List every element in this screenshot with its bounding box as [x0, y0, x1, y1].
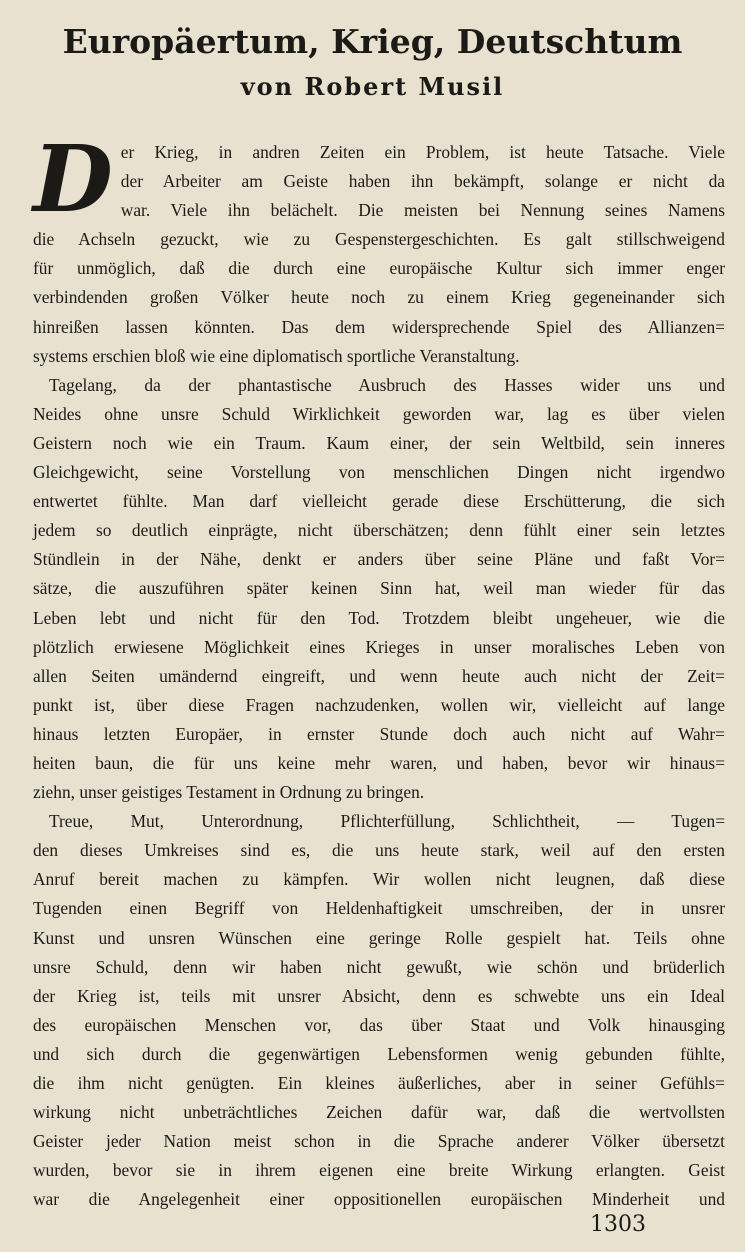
text-line: systems erschien bloß wie eine diplomatisch sportliche Veranstaltung. [33, 345, 520, 366]
text-line: Tagelang, da der phantastische Ausbruch des Hasses wider uns und [49, 374, 725, 395]
text-line: Neides ohne unsre Schuld Wirklichkeit geworden war, lag es über vielen [33, 403, 725, 424]
text-line: die Achseln gezuckt, wie zu Gespenstergeschichten. Es galt stillschweigend [33, 229, 725, 250]
paragraph-2 [33, 371, 725, 807]
text-line: unsre Schuld, denn wir haben nicht gewußt, wie schön und brüderlich [33, 956, 725, 977]
text-line: war die Angelegenheit einer oppositionellen europäischen Minderheit und [33, 1189, 725, 1210]
author-byline: von Robert Musil [240, 72, 505, 101]
text-line: Treue, Mut, Unterordnung, Pflichterfüllung, Schlichtheit, — Tugen= [49, 811, 725, 832]
text-line: der Arbeiter am Geiste haben ihn bekämpft, solange er nicht da [120, 171, 725, 192]
text-line: für unmöglich, daß die durch eine europäische Kultur sich immer enger [33, 258, 725, 279]
text-line: heiten baun, die für uns keine mehr waren, und haben, bevor wir hinaus= [33, 752, 725, 773]
text-line: den dieses Umkreises sind es, die uns heute stark, weil auf den ersten [33, 840, 725, 861]
text-line: Gleichgewicht, seine Vorstellung von menschlichen Dingen nicht irgendwo [33, 462, 725, 483]
text-line: wurden, bevor sie in ihrem eigenen eine breite Wirkung erlangten. Geist [33, 1160, 725, 1181]
text-line: punkt ist, über diese Fragen nachzudenken, wollen wir, vielleicht auf lange [33, 694, 725, 715]
text-line: Anruf bereit machen zu kämpfen. Wir wollen nicht leugnen, daß diese [33, 869, 725, 890]
text-line: entwertet fühlte. Man darf vielleicht gerade diese Erschütterung, die sich [33, 491, 725, 512]
text-line: Geistern noch wie ein Traum. Kaum einer, der sein Weltbild, sein inneres [33, 432, 725, 453]
text-line: die ihm nicht genügten. Ein kleines äußerliches, aber in seiner Gefühls= [33, 1073, 725, 1093]
article-body [33, 125, 725, 1214]
drop-cap: D [33, 125, 113, 233]
page-number: 1303 [590, 1212, 646, 1237]
text-line: Stündlein in der Nähe, denkt er anders über seine Pläne und faßt Vor= [33, 549, 725, 570]
text-line: allen Seiten umändernd eingreift, und wenn heute auch nicht der Zeit= [33, 665, 725, 686]
text-line: plötzlich erwiesene Möglichkeit eines Krieges in unser moralisches Leben von [33, 636, 725, 657]
text-line: wirkung nicht unbeträchtliches Zeichen dafür war, daß die wertvollsten [33, 1102, 725, 1123]
text-line: Tugenden einen Begriff von Heldenhaftigkeit umschreiben, der in unsrer [33, 898, 725, 919]
text-line: jedem so deutlich einprägte, nicht überschätzen; denn fühlt einer sein letztes [33, 520, 725, 541]
text-line: hinaus letzten Europäer, in ernster Stunde doch auch nicht auf Wahr= [33, 723, 725, 744]
text-line: Leben lebt und nicht für den Tod. Trotzdem bleibt ungeheuer, wie die [33, 607, 725, 628]
text-line: Geister jeder Nation meist schon in die Sprache anderer Völker übersetzt [33, 1131, 725, 1152]
text-line: er Krieg, in andren Zeiten ein Problem, ist heute Tatsache. Viele [120, 142, 725, 162]
paragraph-1 [33, 125, 725, 371]
article-title: Europäertum, Krieg, Deutschtum [62, 22, 683, 61]
text-line: des europäischen Menschen vor, das über Staat und Volk hinausging [33, 1014, 725, 1035]
text-line: und sich durch die gegenwärtigen Lebensformen wenig gebunden fühlte, [33, 1043, 725, 1064]
text-line: ziehn, unser geistiges Testament in Ordnung zu bringen. [33, 782, 425, 803]
text-line: hinreißen lassen könnten. Das dem widersprechende Spiel des Allianzen= [33, 316, 725, 337]
text-line: Kunst und unsren Wünschen eine geringe Rolle gespielt hat. Teils ohne [33, 927, 725, 948]
text-line: war. Viele ihn belächelt. Die meisten bei Nennung seines Namens [120, 200, 725, 221]
text-line: der Krieg ist, teils mit unsrer Absicht, denn es schwebte uns ein Ideal [33, 985, 725, 1006]
text-line: verbindenden großen Völker heute noch zu einem Krieg gegeneinander sich [33, 287, 725, 308]
paragraph-3 [33, 807, 725, 1214]
text-line: sätze, die auszuführen später keinen Sinn hat, weil man wieder für das [33, 578, 725, 599]
